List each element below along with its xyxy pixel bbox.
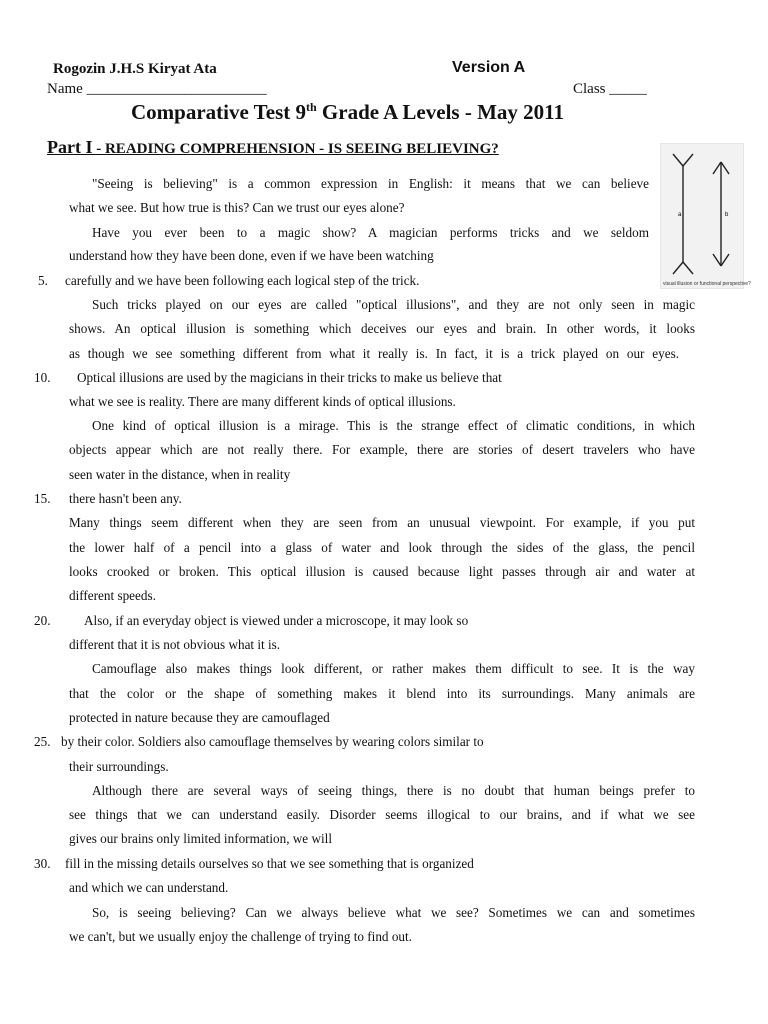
passage-line: understand how they have been done, even if we have been watching [69,248,434,263]
passage-line: gives our brains only limited information, we will [69,831,332,846]
passage-line: Many things seem different when they are seen from an unusual viewpoint. For example, if you put [69,515,695,530]
part-title: - READING COMPREHENSION - IS SEEING BELIEVING? [92,141,499,157]
passage-line: what we see is reality. There are many different kinds of optical illusions. [69,394,456,409]
page-title [131,100,564,125]
passage-line: shows. An optical illusion is something which deceives our eyes and brain. In other words, it looks [69,321,695,336]
line-number: 15. [34,491,51,506]
arrows-illusion-graphic [661,144,743,288]
passage-line: Optical illusions are used by the magicians in their tricks to make us believe that [77,370,502,385]
passage-line: Although there are several ways of seeing things, there is no doubt that human beings prefer to [92,783,695,798]
version-label: Version A [452,59,526,76]
title-rest: Grade A Levels - May 2011 [316,100,564,124]
figure-label-b: b [725,212,729,218]
passage-line: that the color or the shape of something makes it blend into its surroundings. Many animals are [69,686,695,701]
figure-caption: visual illusion or functional perspective? [663,281,751,287]
passage-line: Camouflage also makes things look different, or rather makes them difficult to see. It is the way [92,661,695,676]
passage-line: protected in nature because they are camouflaged [69,710,330,725]
passage-line: So, is seeing believing? Can we always believe what we see? Sometimes we can and sometimes [92,905,695,920]
passage-line: see things that we can understand easily. Disorder seems illogical to our brains, and if what we see [69,807,695,822]
passage-line: as though we see something different from what it really is. In fact, it is a trick played on our eyes. [69,346,679,361]
passage-line: we can't, but we usually enjoy the challenge of trying to find out. [69,929,412,944]
line-number: 30. [34,856,51,871]
name-field-label: Name ________________________ [47,81,267,97]
passage-line: seen water in the distance, when in reality [69,467,291,482]
passage-line: Also, if an everyday object is viewed under a microscope, it may look so [84,613,469,628]
passage-line: One kind of optical illusion is a mirage. This is the strange effect of climatic conditions, in which [92,418,695,433]
passage-line: there hasn't been any. [69,491,182,506]
line-number: 25. [34,734,51,749]
passage-line: and which we can understand. [69,880,229,895]
line-number: 10. [34,370,51,385]
class-field-label: Class _____ [573,81,647,97]
line-number: 20. [34,613,51,628]
passage-line: the lower half of a pencil into a glass of water and look through the sides of the glass, the pencil [69,540,695,555]
passage-line: "Seeing is believing" is a common expression in English: it means that we can believe [92,176,649,191]
passage-line: objects appear which are not really there. For example, there are stories of desert travelers who have [69,442,695,457]
title-main: Comparative Test 9 [131,100,306,124]
passage-line: different speeds. [69,588,156,603]
part-heading [47,137,499,158]
passage-line: by their color. Soldiers also camouflage themselves by wearing colors similar to [61,734,484,749]
passage-line: different that it is not obvious what it is. [69,637,281,652]
school-name: Rogozin J.H.S Kiryat Ata [53,61,217,77]
passage-line: fill in the missing details ourselves so that we see something that is organized [65,856,474,871]
part-label: Part I [47,137,93,157]
title-superscript: th [306,100,317,114]
passage-line: Such tricks played on our eyes are called "optical illusions", and they are not only seen in magic [92,297,695,312]
passage-line: Have you ever been to a magic show? A magician performs tricks and we seldom [92,225,649,240]
illusion-figure [660,143,751,289]
passage-line: what we see. But how true is this? Can we trust our eyes alone? [69,200,405,215]
figure-label-a: a [678,212,682,218]
passage-line: their surroundings. [69,759,169,774]
passage-line: carefully and we have been following each logical step of the trick. [65,273,420,288]
line-number: 5. [38,273,48,288]
passage-line: looks crooked or broken. This optical illusion is caused because light passes through air and water at [69,564,695,579]
